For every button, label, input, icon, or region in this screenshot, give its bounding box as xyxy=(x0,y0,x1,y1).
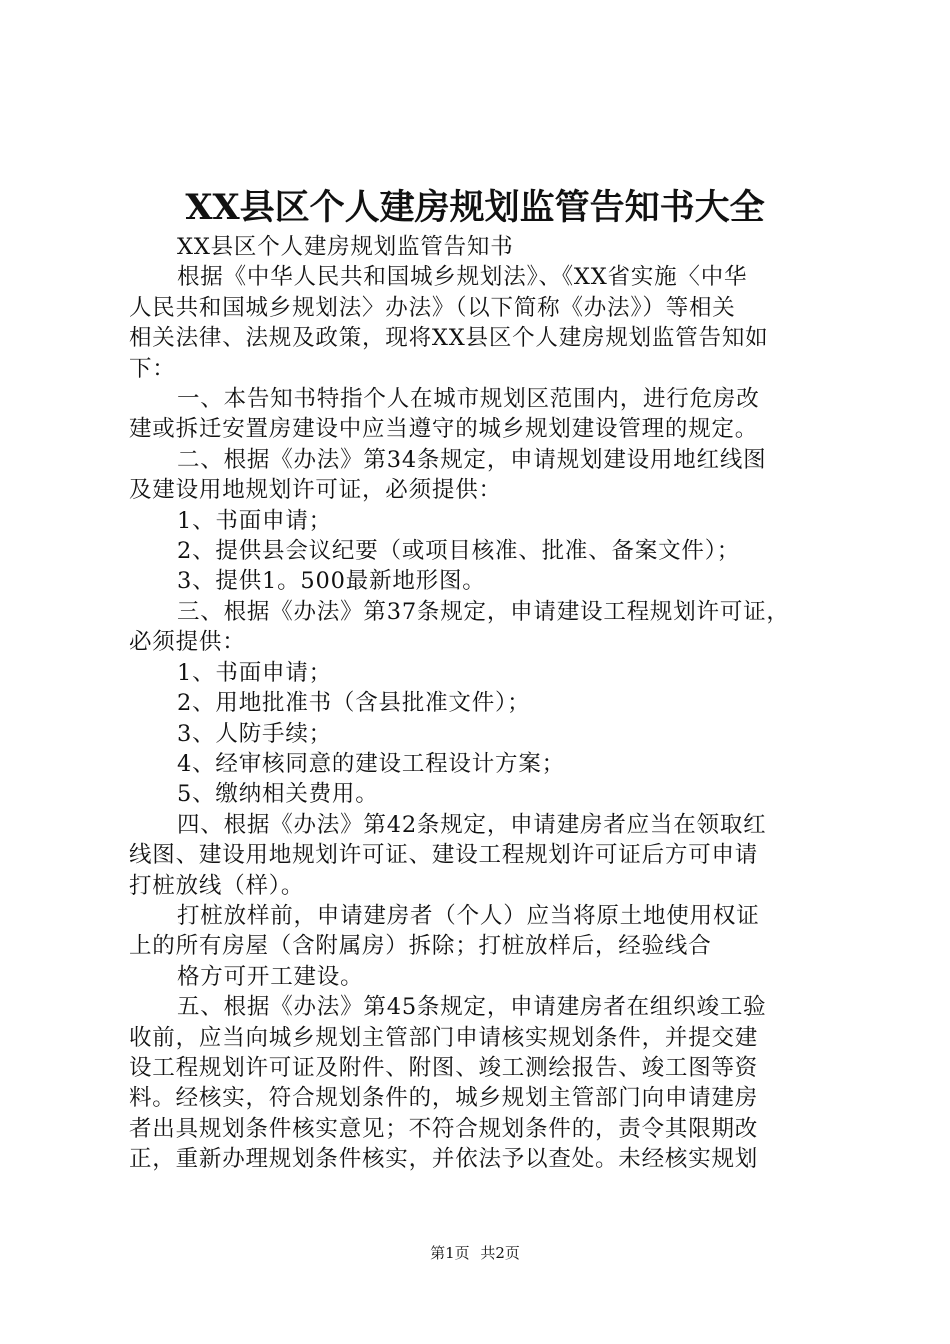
text-line: 线图、建设用地规划许可证、建设工程规划许可证后方可申请 xyxy=(129,842,759,869)
text-line: 料。经核实，符合规划条件的，城乡规划主管部门向申请建房 xyxy=(129,1085,759,1112)
text-line: 建或拆迁安置房建设中应当遵守的城乡规划建设管理的规定。 xyxy=(129,416,759,443)
text-line: 格方可开工建设。 xyxy=(177,963,364,990)
text-line: 五、根据《办法》第45条规定，申请建房者在组织竣工验 xyxy=(177,994,767,1021)
text-line: 根据《中华人民共和国城乡规划法》、《XX省实施〈中华 xyxy=(177,264,748,291)
text-line: 三、根据《办法》第37条规定，申请建设工程规划许可证， xyxy=(177,598,790,625)
document-title: XX县区个人建房规划监管告知书大全 xyxy=(185,187,765,228)
text-line: XX县区个人建房规划监管告知书 xyxy=(177,234,514,260)
text-line: 2、提供县会议纪要（或项目核准、批准、备案文件）； xyxy=(177,538,741,565)
document-body xyxy=(129,232,829,1175)
text-line: 4、经审核同意的建设工程设计方案； xyxy=(177,750,565,777)
text-line: 上的所有房屋（含附属房）拆除；打桩放样后，经验线合 xyxy=(129,933,712,960)
text-line: 1、书面申请； xyxy=(177,659,332,686)
text-line: 3、人防手续； xyxy=(177,720,332,747)
text-line: 一、本告知书特指个人在城市规划区范围内，进行危房改 xyxy=(177,386,760,413)
text-line: 人民共和国城乡规划法〉办法》（以下简称《办法》）等相关 xyxy=(129,294,736,321)
text-line: 打桩放样前，申请建房者（个人）应当将原土地使用权证 xyxy=(177,902,760,929)
text-line: 者出具规划条件核实意见；不符合规划条件的，责令其限期改 xyxy=(129,1115,759,1142)
text-line: 打桩放线（样）。 xyxy=(129,872,305,899)
page-number-footer: 第1页 共2页 xyxy=(430,1244,520,1262)
text-line: 下： xyxy=(129,355,176,382)
text-line: 正，重新办理规划条件核实，并依法予以查处。未经核实规划 xyxy=(129,1146,759,1173)
text-line: 必须提供： xyxy=(129,629,246,656)
text-line: 设工程规划许可证及附件、附图、竣工测绘报告、竣工图等资 xyxy=(129,1054,759,1081)
text-line: 收前，应当向城乡规划主管部门申请核实规划条件，并提交建 xyxy=(129,1024,759,1051)
text-line: 及建设用地规划许可证，必须提供： xyxy=(129,477,502,504)
text-line: 二、根据《办法》第34条规定，申请规划建设用地红线图 xyxy=(177,446,767,473)
text-line: 四、根据《办法》第42条规定，申请建房者应当在领取红 xyxy=(177,811,767,838)
text-line: 5、缴纳相关费用。 xyxy=(177,781,379,808)
text-line: 相关法律、法规及政策，现将XX县区个人建房规划监管告知如 xyxy=(129,325,769,352)
text-line: 2、用地批准书（含县批准文件）； xyxy=(177,690,531,717)
text-line: 1、书面申请； xyxy=(177,507,332,534)
text-line: 3、提供1。500最新地形图。 xyxy=(177,568,486,595)
